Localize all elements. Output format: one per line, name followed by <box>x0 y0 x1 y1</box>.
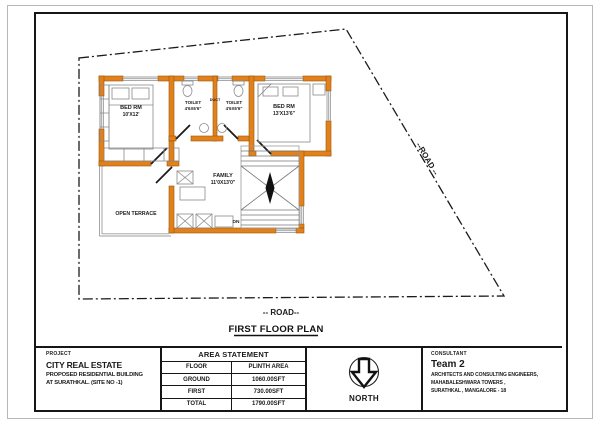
toilet-left-dims: 4'6X6'6" <box>184 106 202 111</box>
north-label: NORTH <box>349 394 379 403</box>
bed-left-furniture <box>100 85 179 161</box>
family-name: FAMILY <box>213 173 233 179</box>
row-first-value: 730.00SFT <box>253 388 284 395</box>
staircase <box>241 146 299 228</box>
project-name: CITY REAL ESTATE <box>46 360 122 370</box>
north-cell <box>307 348 421 410</box>
sheet-inner-border <box>34 12 568 412</box>
project-label: PROJECT <box>46 351 72 357</box>
consultant-line3: SURATHKAL , MANGALORE - 18 <box>431 388 506 394</box>
family-dims: 11'0X13'0" <box>210 180 236 186</box>
project-cell <box>36 348 160 410</box>
bed-right-name: BED RM <box>273 104 295 110</box>
project-line3: AT SURATHKAL. (SITE NO -1) <box>46 380 123 386</box>
floor-plan-svg <box>36 14 562 344</box>
col-plinth-area: PLINTH AREA <box>248 364 289 371</box>
plan-title: FIRST FLOOR PLAN <box>228 324 324 335</box>
duct-label: DUCT <box>209 98 221 102</box>
row-total-label: TOTAL <box>162 399 232 410</box>
floor-plan-drawing <box>36 14 562 344</box>
bed-left-name: BED RM <box>120 105 142 111</box>
consultant-cell <box>421 348 562 410</box>
north-arrow-icon <box>346 355 382 393</box>
area-statement-table <box>160 348 307 410</box>
consultant-name: Team 2 <box>431 359 465 370</box>
table-header-row <box>162 362 305 374</box>
table-row <box>162 374 305 386</box>
bed-left-dims: 10'X12' <box>122 112 140 118</box>
row-ground-label: GROUND <box>162 374 232 385</box>
consultant-label: CONSULTANT <box>431 351 467 357</box>
road-label-bottom: -- ROAD-- <box>262 308 300 317</box>
toilet-left-name: TOILET <box>184 100 202 105</box>
terrace-parapet <box>100 166 172 236</box>
road-label-diagonal: --ROAD -- <box>414 140 441 177</box>
row-total-value: 1790.00SFT <box>251 401 286 408</box>
row-ground-value: 1060.00SFT <box>251 376 286 383</box>
consultant-line1: ARCHITECTS AND CONSULTING ENGINEERS, <box>431 372 538 378</box>
col-floor: FLOOR <box>162 362 232 373</box>
project-line2: PROPOSED RESIDENTIAL BUILDING <box>46 372 143 378</box>
row-first-label: FIRST <box>162 386 232 397</box>
title-block <box>36 346 562 410</box>
terrace-label: OPEN TERRACE <box>115 211 157 217</box>
table-row <box>162 399 305 410</box>
area-table-title: AREA STATEMENT <box>162 348 305 362</box>
stair-dn-label: DN <box>232 220 240 225</box>
table-row <box>162 386 305 398</box>
bed-right-dims: 13'X13'6" <box>273 111 295 117</box>
toilet-right-dims: 4'6X6'6" <box>225 106 243 111</box>
toilet-right-name: TOILET <box>225 100 243 105</box>
consultant-line2: MAHABALESHWARA TOWERS , <box>431 380 506 386</box>
